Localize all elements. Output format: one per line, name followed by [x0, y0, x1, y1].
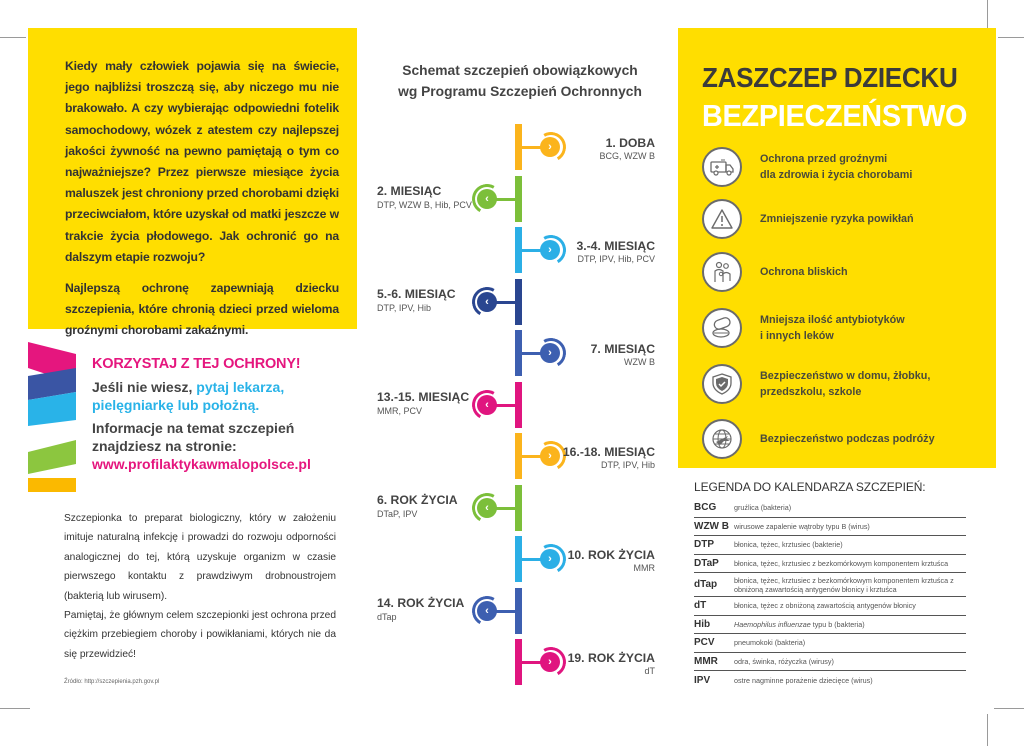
benefits-box [678, 28, 996, 468]
benefit-text: Ochrona bliskich [760, 266, 848, 278]
cta-advice-prefix: Jeśli nie wiesz, [92, 379, 197, 395]
timeline-vaccines: DTP, IPV, Hib [377, 302, 432, 313]
benefit-text-line: i innych leków [760, 330, 834, 342]
chevron-left-icon: ‹ [477, 292, 497, 312]
arc-decoration [469, 386, 506, 423]
body-paragraph: Szczepionka to preparat biologiczny, który w założeniu imituje naturalną infekcję i prowadzi do rozwoju odporności analogicznej do tej, którą uzyskuje organizm w czasie pierwszego kontaktu z prawdziwym drobnoustrojem (bakterią lub wirusem). [64, 513, 336, 602]
legend-abbr: BCG [694, 502, 717, 514]
chevron-stripes-decoration [28, 340, 78, 495]
benefit-item [702, 364, 930, 404]
chevron-right-icon: › [540, 446, 560, 466]
benefit-text: Bezpieczeństwo podczas podróży [760, 433, 935, 445]
cta-advice [92, 378, 352, 414]
legend-desc: błonica, tężec, krztusiec z bezkomórkowym komponentem krztuśca [734, 558, 949, 568]
intro-paragraph: Najlepszą ochronę zapewniają dziecku szczepienia, które chronią dzieci przed wieloma groźnymi chorobami zakaźnymi. [65, 281, 339, 338]
legend-desc: błonica, tężec, krztusiec z bezkomórkowym komponentem krztuśca z obniżoną zawartością antygenów błonicy i krztuśca [734, 575, 954, 594]
benefit-text [760, 312, 905, 344]
arc-decoration [533, 129, 570, 166]
crop-mark [0, 708, 30, 709]
schedule-title-line1: Schemat szczepień obowiązkowych [402, 63, 638, 78]
timeline-vaccines: MMR, PCV [377, 405, 422, 416]
warning-icon [702, 199, 742, 239]
intro-paragraph: Kiedy mały człowiek pojawia się na świecie, jego najbliżsi troszczą się, aby niczego mu nie brakowało. A czy wybierając odpowiedni fotelik samochodowy, wózek z atestem czy najlepszej jakości żywność na pewno pamiętają o tym co najważniejsze? Przez pierwsze miesiące życia maluszek jest chroniony przed chorobami dzięki przeciwciałom, które uzyskał od matki jeszcze w trakcie życia płodowego. Jak ochronić go na dalszym etapie rozwoju? [65, 59, 339, 264]
timeline-vaccines: dT [644, 666, 655, 676]
benefit-text-line: przedszkolu, szkole [760, 386, 862, 398]
timeline-segment [515, 433, 522, 479]
crop-mark [998, 37, 1024, 38]
timeline-age-label: 2. MIESIĄC [377, 183, 442, 198]
arc-decoration [469, 489, 506, 526]
chevron-left-icon: ‹ [477, 601, 497, 621]
legend-row [694, 671, 966, 690]
crop-mark [0, 37, 26, 38]
legend-desc: ostre nagminne porażenie dziecięce (wirus) [734, 675, 873, 685]
ambulance-icon [702, 147, 742, 187]
timeline-age-label: 10. ROK ŻYCIA [567, 548, 655, 562]
legend-desc [734, 620, 865, 629]
legend-desc: błonica, tężec z obniżoną zawartością antygenów błonicy [734, 601, 916, 611]
legend-row [694, 518, 966, 537]
legend-desc: odra, świnka, różyczka (wirusy) [734, 656, 834, 666]
schedule-title [380, 60, 660, 102]
globe-plane-icon [702, 419, 742, 459]
timeline-age-label: 16.-18. MIESIĄC [562, 445, 655, 459]
benefit-text-line: Ochrona przed groźnymi [760, 153, 888, 165]
benefit-item [702, 199, 914, 239]
vaccine-explanation [64, 509, 336, 664]
legend-abbr: Hib [694, 618, 711, 630]
legend-row [694, 597, 966, 616]
legend-desc: błonica, tężec, krztusiec (bakterie) [734, 540, 843, 550]
timeline-age-label: 7. MIESIĄC [590, 342, 655, 356]
legend-row [694, 634, 966, 653]
cta-block [92, 356, 352, 473]
timeline-vaccines: DTP, IPV, Hib [600, 460, 655, 470]
benefit-text [760, 151, 912, 183]
timeline-segment [515, 279, 522, 325]
timeline-vaccines: DTP, WZW B, Hib, PCV [377, 199, 472, 210]
timeline-vaccines: MMR [633, 563, 655, 573]
cta-advice-highlight: pytaj lekarza, pielęgniarkę lub położną. [92, 379, 285, 413]
chevron-left-icon: ‹ [477, 189, 497, 209]
legend-abbr: dTap [694, 579, 718, 590]
arc-decoration [533, 541, 570, 578]
benefit-item [702, 419, 935, 459]
arc-decoration [469, 180, 506, 217]
timeline-segment [515, 639, 522, 685]
timeline-segment [515, 330, 522, 376]
legend-desc-italic: Haemophilus influenzae [734, 619, 811, 629]
crop-mark [994, 708, 1024, 709]
arc-decoration [533, 335, 570, 372]
chevron-left-icon: ‹ [477, 395, 497, 415]
legend-abbr: dT [694, 600, 707, 612]
headline-line1: ZASZCZEP DZIECKU [702, 62, 958, 93]
family-icon [702, 252, 742, 292]
shield-check-icon [702, 364, 742, 404]
legend-row [694, 536, 966, 555]
source-note: Źródło: http://szczepienia.pzh.gov.pl [64, 679, 160, 685]
benefit-item [702, 308, 905, 348]
legend-abbr: MMR [694, 655, 718, 667]
timeline-segment [515, 227, 522, 273]
cta-title: KORZYSTAJ Z TEJ OCHRONY! [92, 356, 301, 372]
legend-desc: wirusowe zapalenie wątroby typu B (wirus) [734, 521, 870, 531]
schedule-title-line2: wg Programu Szczepień Ochronnych [398, 84, 642, 99]
legend-desc: gruźlica (bakteria) [734, 503, 792, 513]
legend-row [694, 573, 966, 597]
timeline-vaccines: DTaP, IPV [377, 508, 418, 519]
chevron-right-icon: › [540, 652, 560, 672]
benefit-item [702, 252, 848, 292]
benefit-text [760, 368, 930, 400]
legend-row [694, 616, 966, 635]
chevron-right-icon: › [540, 549, 560, 569]
intro-box [28, 28, 357, 338]
arc-decoration [533, 232, 570, 269]
legend-abbr: DTP [694, 539, 714, 551]
legend-abbr: IPV [694, 674, 711, 686]
timeline-segment [515, 124, 522, 170]
timeline-age-label: 14. ROK ŻYCIA [377, 595, 465, 610]
timeline-vaccines: DTP, IPV, Hib, PCV [577, 254, 655, 264]
headline-line2: BEZPIECZEŃSTWO [702, 98, 968, 133]
legend-abbr: PCV [694, 637, 715, 649]
timeline-age-label: 6. ROK ŻYCIA [377, 492, 458, 507]
chevron-left-icon: ‹ [477, 498, 497, 518]
timeline-segment [515, 176, 522, 222]
timeline-segment [515, 382, 522, 428]
timeline-age-label: 3.-4. MIESIĄC [576, 239, 655, 253]
timeline-vaccines: dTap [377, 611, 397, 622]
crop-mark [987, 0, 988, 28]
arc-decoration [469, 592, 506, 629]
benefit-text-line: Mniejsza ilość antybiotyków [760, 314, 905, 326]
timeline-age-label: 19. ROK ŻYCIA [567, 651, 655, 665]
chevron-right-icon: › [540, 137, 560, 157]
legend-row [694, 499, 966, 518]
arc-decoration [469, 283, 506, 320]
legend-title: LEGENDA DO KALENDARZA SZCZEPIEŃ: [694, 480, 926, 494]
website-link[interactable]: www.profilaktykawmalopolsce.pl [92, 456, 311, 472]
timeline-age-label: 1. DOBA [605, 136, 655, 150]
body-paragraph: Pamiętaj, że głównym celem szczepionki jest ochrona przed ciężkim przebiegiem choroby i powikłaniami, których nie da się przewidzieć! [64, 610, 336, 660]
legend-abbr: DTaP [694, 557, 719, 569]
benefit-item [702, 147, 912, 187]
legend-desc-rest: typu b (bakteria) [810, 619, 865, 629]
legend-row [694, 653, 966, 672]
benefit-text-line: dla zdrowia i życia chorobami [760, 169, 913, 181]
timeline-segment [515, 536, 522, 582]
timeline-age-label: 5.-6. MIESIĄC [377, 286, 456, 301]
timeline-vaccines: BCG, WZW B [599, 151, 655, 161]
arc-decoration [533, 644, 570, 681]
timeline-vaccines: WZW B [624, 357, 655, 367]
legend-row [694, 555, 966, 574]
benefit-text-line: Bezpieczeństwo w domu, żłobku, [760, 370, 931, 382]
pills-icon [702, 308, 742, 348]
benefit-text: Zmniejszenie ryzyka powikłań [760, 213, 914, 225]
crop-mark [987, 714, 988, 746]
timeline-segment [515, 485, 522, 531]
legend-desc: pneumokoki (bakteria) [734, 638, 806, 648]
legend-abbr: WZW B [694, 520, 729, 532]
chevron-right-icon: › [540, 240, 560, 260]
timeline-age-label: 13.-15. MIESIĄC [377, 389, 470, 404]
chevron-right-icon: › [540, 343, 560, 363]
vaccine-legend [694, 499, 966, 690]
cta-info: Informacje na temat szczepień znajdziesz na stronie: [92, 420, 295, 454]
timeline-segment [515, 588, 522, 634]
